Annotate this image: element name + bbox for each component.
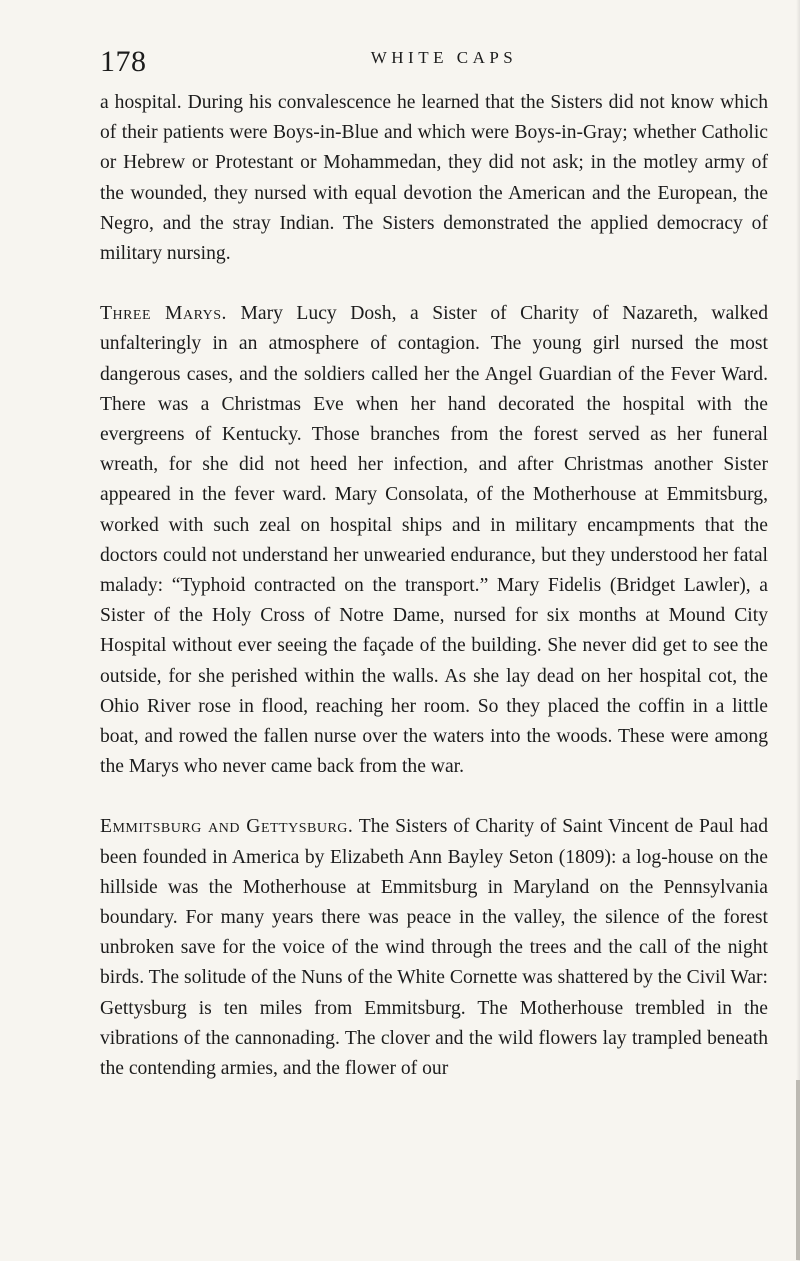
paragraph-three-marys	[100, 299, 768, 782]
paragraph-text: a hospital. During his convalescence he learned that the Sisters did not know which of their patients were Boys-in-Blue and which were Boys-in-Gray; whether Catholic or Hebrew or Protestant or Mohammedan, they did not ask; in the motley army of the wounded, they nursed with equal devotion the American and the European, the Negro, and the stray Indian. The Sisters demonstrated the applied democracy of military nursing.	[100, 92, 768, 265]
section-heading-emmitsburg: Emmitsburg and Gettysburg.	[100, 816, 354, 838]
paragraph-text: The Sisters of Charity of Saint Vincent de Paul had been founded in America by Elizabeth Ann Bayley Seton (1809): a log-house on the hillside was the Motherhouse at Emmitsburg in Maryland on the Pennsylvania boundary. For many years there was peace in the valley, the silence of the forest unbroken save for the voice of the wind through the trees and the call of the night birds. The solitude of the Nuns of the White Cornette was shattered by the Civil War: Gettysburg is ten miles from Emmitsburg. The Motherhouse trembled in the vibrations of the cannonading. The clover and the wild flowers lay trampled beneath the contending armies, and the flower of our	[100, 816, 768, 1080]
running-title: WHITE CAPS	[370, 48, 518, 67]
page-edge-shadow	[796, 0, 800, 1261]
paragraph-gap	[100, 782, 768, 812]
book-page	[100, 42, 768, 1084]
paragraph-emmitsburg	[100, 812, 768, 1084]
page-edge-mark	[796, 1080, 800, 1260]
page-number: 178	[100, 45, 147, 78]
paragraph-continuation	[100, 88, 768, 269]
paragraph-text: Mary Lucy Dosh, a Sister of Charity of Nazareth, walked unfalteringly in an atmosphere of contagion. The young girl nursed the most dangerous cases, and the soldiers called her the Angel Guardian of the Fever Ward. There was a Christmas Eve when her hand decorated the hospital with the evergreens of Kentucky. Those branches from the forest served as her funeral wreath, for she did not heed her infection, and after Christmas another Sister appeared in the fever ward. Mary Consolata, of the Motherhouse at Emmitsburg, worked with such zeal on hospital ships and in military encampments that the doctors could not understand her unwearied endurance, but they understood her fatal malady: “Typhoid contracted on the transport.” Mary Fidelis (Bridget Lawler), a Sister of the Holy Cross of Notre Dame, nursed for six months at Mound City Hospital without ever seeing the façade of the building. She never did get to see the outside, for she perished within the walls. As she lay dead on her hospital cot, the Ohio River rose in flood, reaching her room. So they placed the coffin in a little boat, and rowed the fallen nurse over the waters into the woods. These were among the Marys who never came back from the war.	[100, 303, 769, 778]
section-heading-three-marys: Three Marys.	[100, 303, 227, 325]
running-head	[100, 42, 768, 88]
paragraph-gap	[100, 269, 768, 299]
